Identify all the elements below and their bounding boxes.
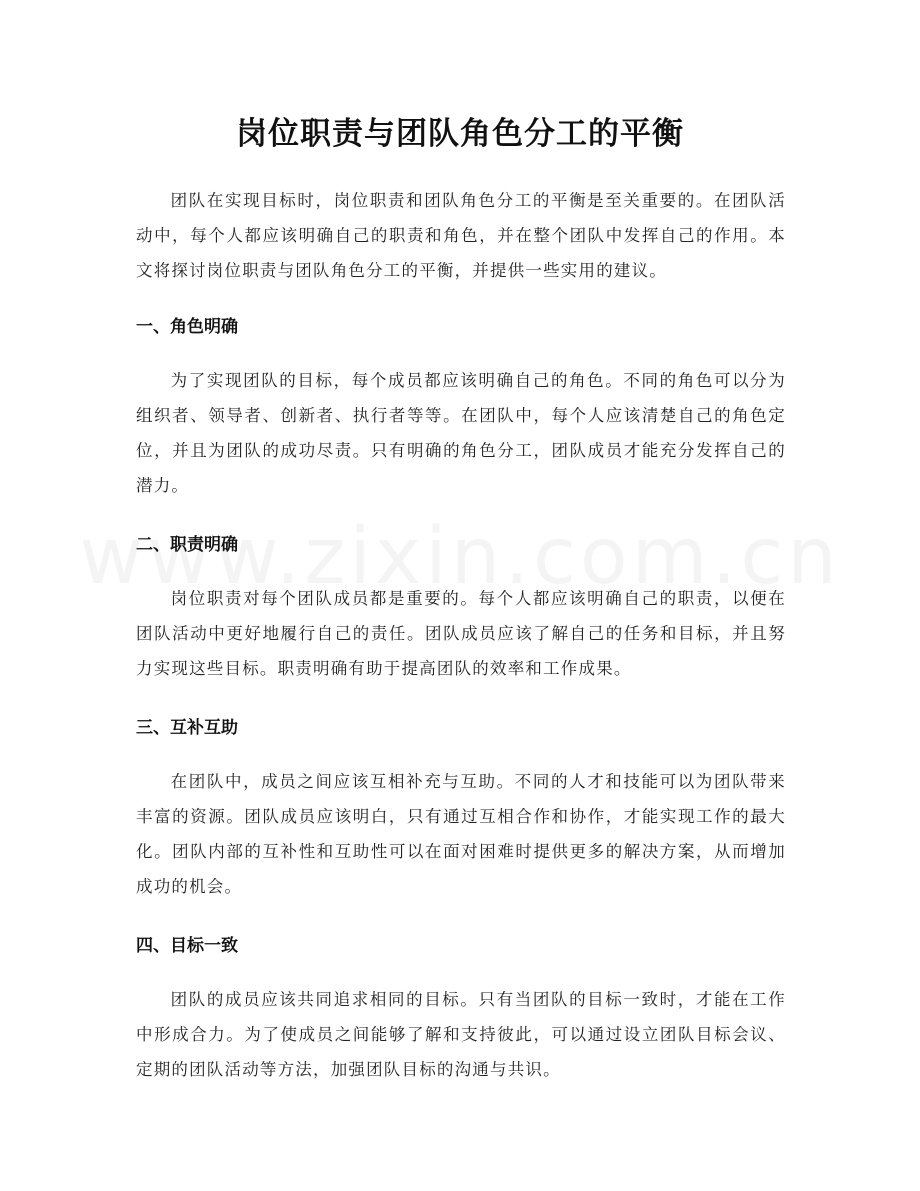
section-heading-duties: 二、职责明确	[136, 535, 238, 555]
document-body	[136, 183, 786, 1087]
section-heading-mutual-support: 三、互补互助	[136, 718, 238, 738]
section-body-roles: 为了实现团队的目标，每个成员都应该明确自己的角色。不同的角色可以分为组织者、领导者、创新者、执行者等等。在团队中，每个人应该清楚自己的角色定位，并且为团队的成功尽责。只有明确的角色分工，团队成员才能充分发挥自己的潜力。	[136, 371, 786, 495]
section-body-mutual-support: 在团队中，成员之间应该互相补充与互助。不同的人才和技能可以为团队带来丰富的资源。团队成员应该明白，只有通过互相合作和协作，才能实现工作的最大化。团队内部的互补性和互助性可以在面对困难时提供更多的解决方案，从而增加成功的机会。	[136, 772, 786, 896]
intro-paragraph: 团队在实现目标时，岗位职责和团队角色分工的平衡是至关重要的。在团队活动中，每个人都应该明确自己的职责和角色，并在整个团队中发挥自己的作用。本文将探讨岗位职责与团队角色分工的平衡，并提供一些实用的建议。	[136, 191, 786, 280]
section-body-duties: 岗位职责对每个团队成员都是重要的。每个人都应该明确自己的职责，以便在团队活动中更好地履行自己的责任。团队成员应该了解自己的任务和目标，并且努力实现这些目标。职责明确有助于提高团队的效率和工作成果。	[136, 589, 786, 678]
section-heading-shared-goals: 四、目标一致	[136, 936, 238, 956]
section-heading-roles: 一、角色明确	[136, 317, 238, 337]
section-body-shared-goals: 团队的成员应该共同追求相同的目标。只有当团队的目标一致时，才能在工作中形成合力。为了使成员之间能够了解和支持彼此，可以通过设立团队目标会议、定期的团队活动等方法，加强团队目标的沟通与共识。	[136, 990, 786, 1079]
document-title: 岗位职责与团队角色分工的平衡	[236, 116, 684, 152]
